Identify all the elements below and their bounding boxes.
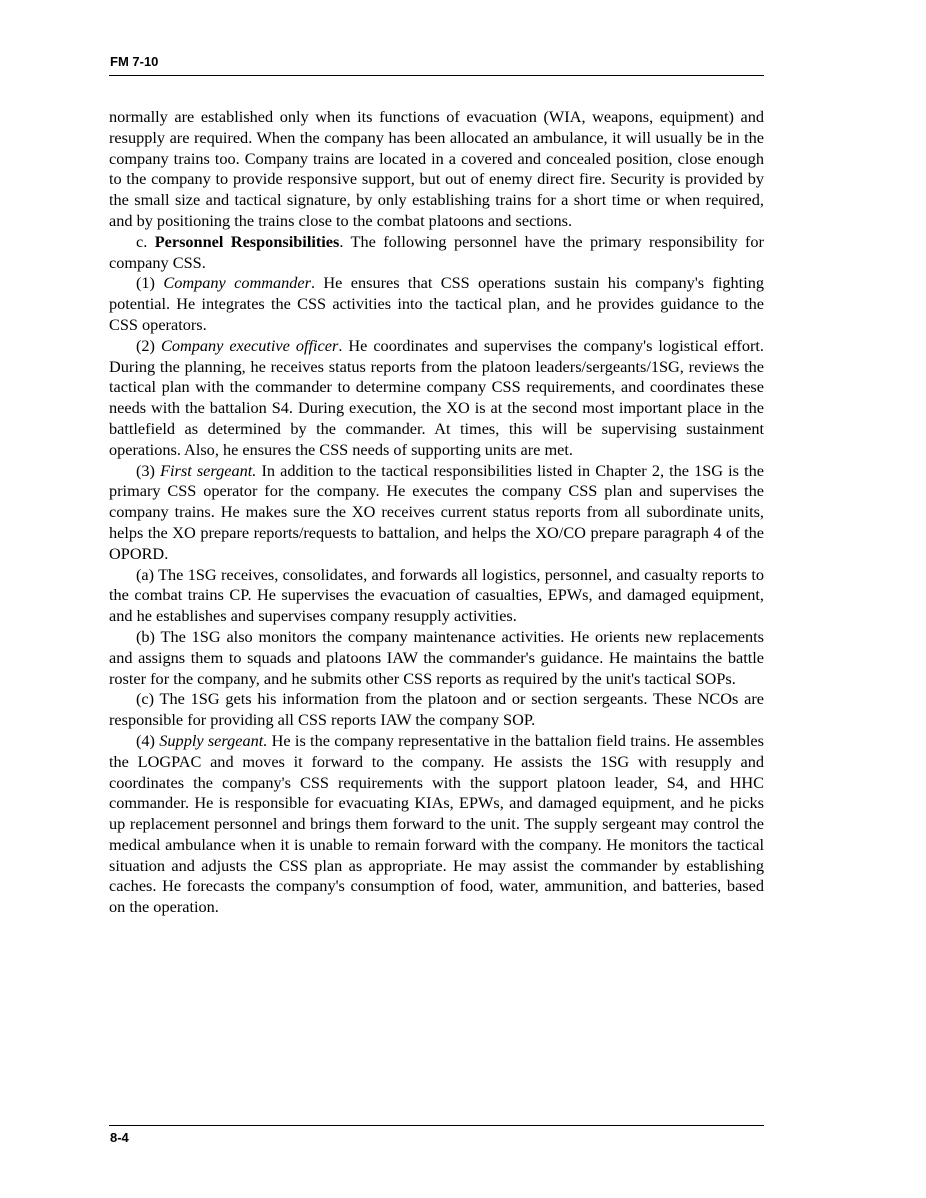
header-rule [109, 75, 764, 76]
section-heading: Personnel Responsibilities [154, 231, 340, 251]
paragraph-text: He is the company representative in the battalion field trains. He assembles the LOGPAC and moves it forward to the company. He assists the 1SG with resupply and coordinates the company's CSS requirements with the support platoon leader, S4, and HHC commander. He is responsible for evacuating KIAs, EPWs, and damaged equipment, and he picks up replacement personnel and brings them forward to the unit. The supply sergeant may control the medical ambulance when it is unable to remain forward with the company. He monitors the tactical situation and adjusts the CSS plan as appropriate. He may assist the commander by establishing caches. He forecasts the company's consumption of food, water, ammunition, and batteries, based on the operation. [109, 730, 764, 917]
paragraph-personnel-responsibilities [109, 232, 764, 274]
paragraph-1sg-information [109, 689, 764, 731]
paragraph-text: . He ensures that CSS operations sustain his company's fighting potential. He integrates the CSS activities into the tactical plan, and he provides guidance to the CSS operators. [109, 273, 765, 334]
manual-title-header: FM 7-10 [110, 54, 159, 69]
paragraph-prefix: c. [136, 231, 155, 251]
paragraph-prefix: (1) [136, 273, 164, 293]
body-text [109, 107, 764, 918]
paragraph-text: . The following personnel have the primary responsibility for company CSS. [109, 231, 764, 272]
paragraph-text: normally are established only when its functions of evacuation (WIA, weapons, equipment) and resupply are required. When the company has been allocated an ambulance, it will usually be in the company trains too. Company trains are located in a covered and concealed position, close enough to the company to provide responsive support, but out of enemy direct fire. Security is provided by the small size and tactical signature, by only establishing trains for a short time or when required, and by positioning the trains close to the combat platoons and sections. [109, 107, 764, 230]
role-label: Company commander [163, 273, 311, 293]
paragraph-1sg-reports [109, 565, 764, 627]
paragraph-company-commander [109, 273, 764, 335]
page-number: 8-4 [110, 1130, 129, 1145]
paragraph-first-sergeant [109, 461, 764, 565]
paragraph-text: In addition to the tactical responsibilities listed in Chapter 2, the 1SG is the primary CSS operator for the company. He executes the company CSS plan and supervises the company trains. He makes sure the XO receives current status reports from all subordinate units, helps the XO prepare reports/requests to battalion, and helps the XO/CO prepare paragraph 4 of the OPORD. [109, 460, 764, 563]
role-label: Supply sergeant. [159, 730, 268, 750]
paragraph-prefix: (2) [136, 335, 161, 355]
paragraph-text: . He coordinates and supervises the company's logistical effort. During the planning, he receives status reports from the platoon leaders/sergeants/1SG, reviews the tactical plan with the commander to determine company CSS requirements, and coordinates these needs with the battalion S4. During execution, the XO is at the second most important place in the battlefield as determined by the commander. At times, this will be supervising sustainment operations. Also, he ensures the CSS needs of supporting units are met. [109, 335, 764, 459]
paragraph-supply-sergeant [109, 731, 764, 918]
paragraph-text: (c) The 1SG gets his information from the platoon and or section sergeants. These NCOs are responsible for providing all CSS reports IAW the company SOP. [109, 689, 764, 730]
paragraph-text: (b) The 1SG also monitors the company maintenance activities. He orients new replacements and assigns them to squads and platoons IAW the commander's guidance. He maintains the battle roster for the company, and he submits other CSS reports as required by the unit's tactical SOPs. [109, 626, 764, 688]
role-label: Company executive officer [160, 335, 339, 355]
paragraph-prefix: (4) [136, 730, 160, 750]
paragraph-executive-officer [109, 336, 764, 461]
paragraph-trains-continued [109, 107, 764, 232]
role-label: First sergeant. [160, 460, 257, 480]
paragraph-prefix: (3) [136, 460, 161, 480]
paragraph-text: (a) The 1SG receives, consolidates, and forwards all logistics, personnel, and casualty reports to the combat trains CP. He supervises the evacuation of casualties, EPWs, and damaged equipment, and he establishes and supervises company resupply activities. [109, 564, 764, 626]
footer-rule [109, 1125, 764, 1126]
paragraph-1sg-maintenance [109, 627, 764, 689]
